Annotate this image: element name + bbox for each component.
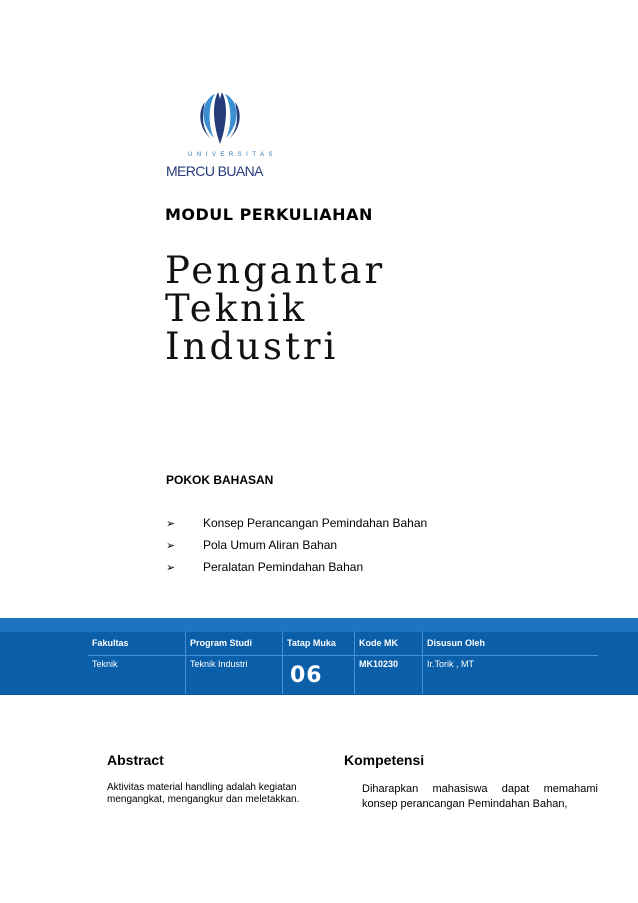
value-kode-mk: MK10230 bbox=[355, 656, 423, 694]
abstract-text: Aktivitas material handling adalah kegiatan mengangkat, mengangkur dan meletakkan. bbox=[107, 782, 300, 805]
list-item bbox=[166, 556, 427, 578]
university-emblem-icon bbox=[160, 90, 280, 152]
course-title-line-3: Industri bbox=[165, 325, 339, 368]
topics-label: POKOK BAHASAN bbox=[166, 473, 274, 487]
arrow-bullet-icon: ➢ bbox=[166, 539, 176, 552]
topics-list bbox=[166, 512, 427, 578]
logo-university-label: UNIVERSITAS bbox=[188, 152, 278, 158]
course-title-line-2: Teknik bbox=[165, 287, 308, 330]
value-fakultas: Teknik bbox=[88, 656, 186, 694]
table-row bbox=[88, 656, 598, 694]
list-item bbox=[166, 512, 427, 534]
header-tatap-muka: Tatap Muka bbox=[283, 631, 355, 656]
value-disusun-oleh: Ir.Torik , MT bbox=[427, 659, 474, 669]
course-info-table bbox=[88, 631, 598, 694]
course-title bbox=[165, 249, 386, 368]
topic-text: Peralatan Pemindahan Bahan bbox=[203, 560, 364, 574]
header-kode-mk: Kode MK bbox=[355, 631, 423, 656]
table-header-row bbox=[88, 631, 598, 656]
arrow-bullet-icon: ➢ bbox=[166, 561, 176, 574]
topic-text: Pola Umum Aliran Bahan bbox=[203, 538, 338, 552]
competency-heading: Kompetensi bbox=[344, 752, 425, 768]
competency-text: Diharapkan mahasiswa dapat memahami konsep perancangan Pemindahan Bahan, bbox=[362, 783, 598, 810]
value-program-studi: Teknik Industri bbox=[186, 656, 283, 694]
course-title-line-1: Pengantar bbox=[165, 249, 386, 292]
header-fakultas: Fakultas bbox=[88, 631, 186, 656]
arrow-bullet-icon: ➢ bbox=[166, 517, 176, 530]
university-logo bbox=[160, 90, 280, 185]
session-number: 06 bbox=[290, 663, 323, 688]
module-heading: MODUL PERKULIAHAN bbox=[165, 205, 373, 224]
value-tatap-muka bbox=[283, 656, 355, 694]
header-program-studi: Program Studi bbox=[186, 631, 283, 656]
logo-university-name: MERCU BUANA bbox=[166, 163, 263, 179]
list-item bbox=[166, 534, 427, 556]
abstract-heading: Abstract bbox=[107, 752, 164, 768]
header-disusun-oleh: Disusun Oleh bbox=[423, 631, 598, 656]
band-top-strip bbox=[0, 618, 638, 632]
topic-text: Konsep Perancangan Pemindahan Bahan bbox=[203, 516, 428, 530]
